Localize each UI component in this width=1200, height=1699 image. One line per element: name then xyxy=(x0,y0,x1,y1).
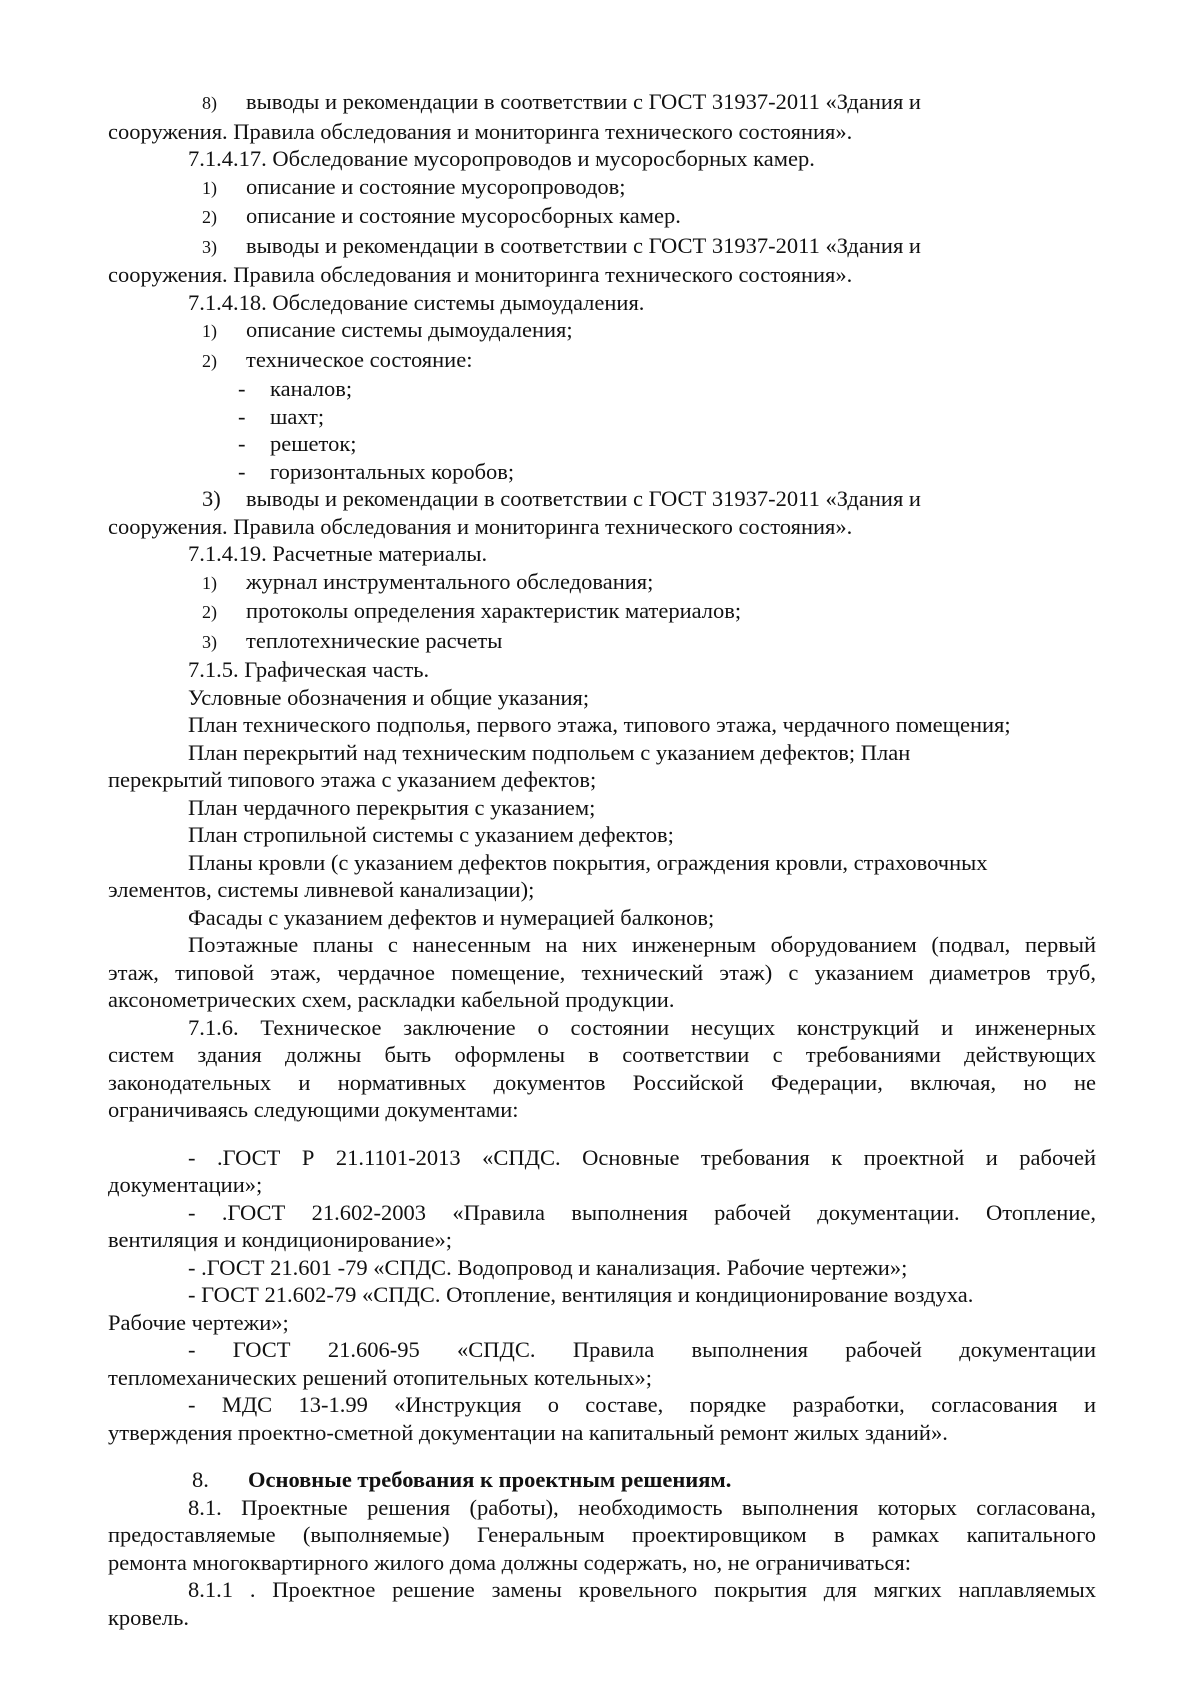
dash-list-item xyxy=(108,375,1096,403)
dash-bullet: - xyxy=(238,458,246,484)
paragraph-gap xyxy=(108,1124,1096,1144)
line-text: Рабочие чертежи»; xyxy=(108,1309,289,1335)
paragraph-first-line xyxy=(108,1576,1096,1604)
paragraph-first-line xyxy=(108,540,1096,568)
paragraph-continuation xyxy=(108,1364,1096,1392)
paragraph-first-line xyxy=(108,1336,1096,1364)
paragraph-first-line xyxy=(108,1014,1096,1042)
list-number: 1) xyxy=(202,177,217,198)
paragraph-continuation xyxy=(108,1041,1096,1069)
numbered-list-item xyxy=(108,88,1096,118)
line-text: 8.1. Проектные решения (работы), необходимость выполнения которых согласована, xyxy=(188,1494,1096,1520)
line-text: утверждения проектно-сметной документации на капитальный ремонт жилых зданий». xyxy=(108,1419,948,1445)
list-number: 3) xyxy=(202,486,221,511)
line-text: предоставляемые (выполняемые) Генеральным проектировщиком в рамках капитального xyxy=(108,1522,1096,1547)
line-text: - МДС 13-1.99 «Инструкция о составе, порядке разработки, согласования и xyxy=(188,1392,1096,1417)
line-text: протоколы определения характеристик материалов; xyxy=(246,598,742,623)
line-text: ремонта многоквартирного жилого дома должны содержать, но, не ограничиваться: xyxy=(108,1549,911,1575)
paragraph-first-line xyxy=(108,931,1096,959)
line-text: - ГОСТ 21.606-95 «СПДС. Правила выполнения рабочей документации xyxy=(188,1337,1096,1362)
paragraph-first-line xyxy=(108,739,1096,767)
line-text: 7.1.6. Техническое заключение о состоянии несущих конструкций и инженерных xyxy=(188,1014,1096,1040)
line-text: сооружения. Правила обследования и мониторинга технического состояния». xyxy=(108,513,853,539)
line-text: 7.1.4.18. Обследование системы дымоудаления. xyxy=(188,289,645,315)
line-text: описание системы дымоудаления; xyxy=(246,317,573,342)
line-text: кровель. xyxy=(108,1604,190,1630)
line-text: решеток; xyxy=(270,431,357,456)
line-text: - .ГОСТ 21.601 -79 «СПДС. Водопровод и канализация. Рабочие чертежи»; xyxy=(188,1254,908,1280)
line-text: техническое состояние: xyxy=(246,346,473,372)
paragraph-first-line xyxy=(108,684,1096,712)
line-text: перекрытий типового этажа с указанием дефектов; xyxy=(108,767,597,792)
paragraph-first-line xyxy=(108,1199,1096,1227)
line-text: сооружения. Правила обследования и мониторинга технического состояния». xyxy=(108,262,853,287)
line-text: ограничиваясь следующими документами: xyxy=(108,1097,519,1122)
list-number: 3) xyxy=(202,631,217,652)
line-text: План стропильной системы с указанием дефектов; xyxy=(188,822,674,847)
dash-bullet: - xyxy=(238,403,246,429)
line-text: Условные обозначения и общие указания; xyxy=(188,684,590,710)
line-text: выводы и рекомендации в соответствии с ГОСТ 31937-2011 «Здания и xyxy=(246,89,921,114)
list-number: 2) xyxy=(202,207,217,227)
line-text: выводы и рекомендации в соответствии с ГОСТ 31937-2011 «Здания и xyxy=(246,232,921,258)
paragraph-first-line xyxy=(108,1281,1096,1309)
line-text: выводы и рекомендации в соответствии с ГОСТ 31937-2011 «Здания и xyxy=(246,486,921,511)
paragraph-continuation xyxy=(108,1549,1096,1577)
paragraph-first-line xyxy=(108,711,1096,739)
numbered-list-item xyxy=(108,597,1096,627)
line-text: аксонометрических схем, раскладки кабельной продукции. xyxy=(108,987,675,1012)
list-number: 2) xyxy=(202,602,217,622)
paragraph-continuation xyxy=(108,118,1096,146)
line-text: - ГОСТ 21.602-79 «СПДС. Отопление, вентиляция и кондиционирование воздуха. xyxy=(188,1282,974,1307)
dash-bullet: - xyxy=(238,376,246,401)
line-text: Поэтажные планы с нанесенным на них инженерным оборудованием (подвал, первый xyxy=(188,932,1096,957)
line-text: элементов, системы ливневой канализации); xyxy=(108,877,535,902)
line-text: теплотехнические расчеты xyxy=(246,627,503,653)
numbered-list-item xyxy=(108,316,1096,346)
line-text: Фасады с указанием дефектов и нумерацией балконов; xyxy=(188,904,715,930)
paragraph-continuation xyxy=(108,513,1096,541)
line-text: тепломеханических решений отопительных котельных»; xyxy=(108,1364,652,1390)
paragraph-continuation xyxy=(108,766,1096,794)
dash-bullet: - xyxy=(238,431,246,456)
line-text: законодательных и нормативных документов Российской Федерации, включая, но не xyxy=(108,1069,1096,1095)
line-text: Основные требования к проектным решениям. xyxy=(248,1467,732,1492)
line-text: документации»; xyxy=(108,1172,263,1197)
paragraph-continuation xyxy=(108,986,1096,1014)
paragraph-first-line xyxy=(108,794,1096,822)
numbered-list-item xyxy=(108,568,1096,598)
paragraph-continuation xyxy=(108,1096,1096,1124)
numbered-list-item xyxy=(108,485,1096,513)
paragraph-first-line xyxy=(108,904,1096,932)
line-text: - .ГОСТ 21.602-2003 «Правила выполнения рабочей документации. Отопление, xyxy=(188,1199,1096,1225)
line-text: 7.1.4.19. Расчетные материалы. xyxy=(188,541,488,566)
paragraph-continuation xyxy=(108,1309,1096,1337)
line-text: План технического подполья, первого этажа, типового этажа, чердачного помещения; xyxy=(188,712,1011,737)
list-number: 3) xyxy=(202,236,217,257)
paragraph-first-line xyxy=(108,289,1096,317)
list-number: 1) xyxy=(202,572,217,593)
paragraph-first-line xyxy=(108,1494,1096,1522)
line-text: План перекрытий над техническим подпольем с указанием дефектов; План xyxy=(188,739,911,765)
paragraph-continuation xyxy=(108,876,1096,904)
numbered-list-item xyxy=(108,232,1096,262)
paragraph-first-line xyxy=(108,1391,1096,1419)
line-text: вентиляция и кондиционирование»; xyxy=(108,1227,453,1252)
numbered-list-item xyxy=(108,346,1096,376)
numbered-list-item xyxy=(108,173,1096,203)
list-number: 8) xyxy=(202,93,217,113)
line-text: 8.1.1 . Проектное решение замены кровельного покрытия для мягких наплавляемых xyxy=(188,1577,1096,1602)
numbered-list-item xyxy=(108,627,1096,657)
paragraph-first-line xyxy=(108,145,1096,173)
paragraph-continuation xyxy=(108,1226,1096,1254)
list-number: 8. xyxy=(192,1467,209,1492)
numbered-list-item xyxy=(108,202,1096,232)
line-text: журнал инструментального обследования; xyxy=(246,568,654,594)
line-text: План чердачного перекрытия с указанием; xyxy=(188,794,596,820)
line-text: систем здания должны быть оформлены в соответствии с требованиями действующих xyxy=(108,1042,1096,1067)
line-text: Планы кровли (с указанием дефектов покрытия, ограждения кровли, страховочных xyxy=(188,849,988,875)
paragraph-continuation xyxy=(108,261,1096,289)
paragraph-first-line xyxy=(108,821,1096,849)
line-text: описание и состояние мусоропроводов; xyxy=(246,173,626,199)
list-number: 2) xyxy=(202,350,217,371)
paragraph-first-line xyxy=(108,849,1096,877)
line-text: 7.1.4.17. Обследование мусоропроводов и мусоросборных камер. xyxy=(188,146,815,171)
line-text: 7.1.5. Графическая часть. xyxy=(188,657,430,682)
dash-list-item xyxy=(108,458,1096,486)
paragraph-continuation xyxy=(108,1521,1096,1549)
line-text: горизонтальных коробов; xyxy=(270,458,515,484)
line-text: сооружения. Правила обследования и мониторинга технического состояния». xyxy=(108,118,853,144)
list-number: 1) xyxy=(202,321,217,341)
section-heading xyxy=(108,1466,1096,1494)
paragraph-first-line xyxy=(108,1144,1096,1172)
line-text: - .ГОСТ Р 21.1101-2013 «СПДС. Основные требования к проектной и рабочей xyxy=(188,1144,1096,1170)
paragraph-first-line xyxy=(108,1254,1096,1282)
paragraph-gap xyxy=(108,1446,1096,1466)
paragraph-continuation xyxy=(108,1069,1096,1097)
dash-list-item xyxy=(108,403,1096,431)
paragraph-continuation xyxy=(108,959,1096,987)
line-text: этаж, типовой этаж, чердачное помещение, технический этаж) с указанием диаметров труб, xyxy=(108,959,1096,985)
paragraph-continuation xyxy=(108,1419,1096,1447)
dash-list-item xyxy=(108,430,1096,458)
paragraph-continuation xyxy=(108,1604,1096,1632)
line-text: описание и состояние мусоросборных камер. xyxy=(246,203,681,228)
line-text: шахт; xyxy=(270,403,325,429)
paragraph-first-line xyxy=(108,656,1096,684)
paragraph-continuation xyxy=(108,1171,1096,1199)
line-text: каналов; xyxy=(270,376,353,401)
